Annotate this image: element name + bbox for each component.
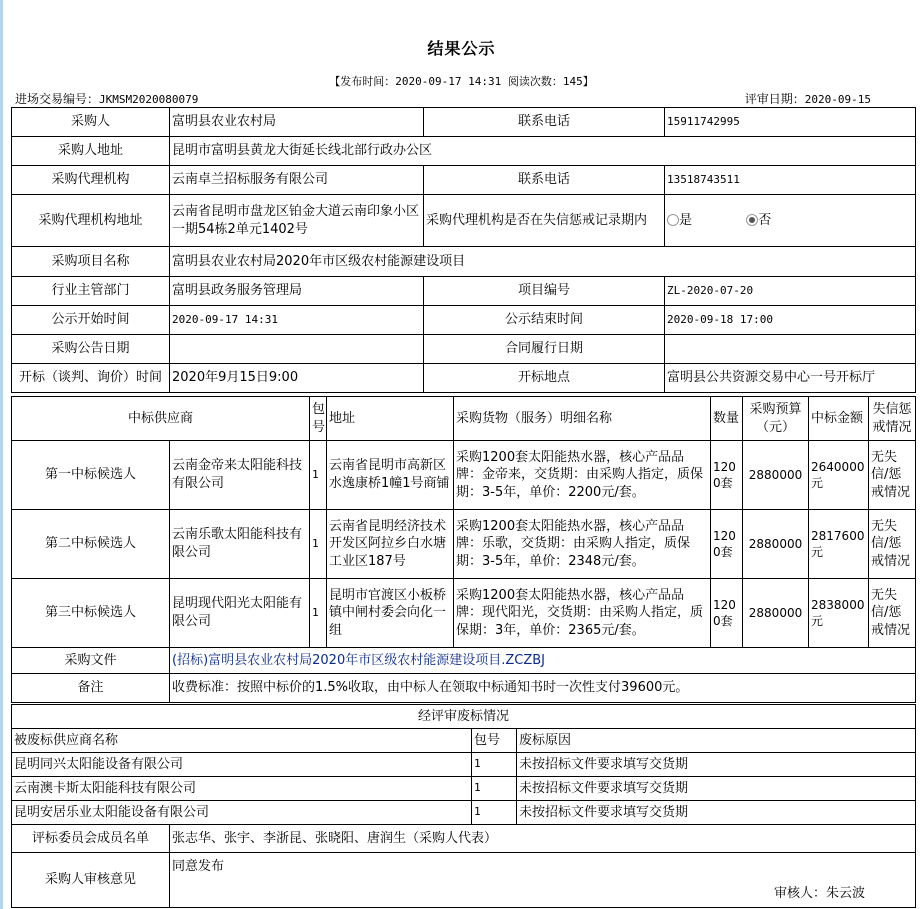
invalid-reason: 未按招标文件要求填写交货期 [517,753,916,777]
table-row [12,306,916,335]
opinion-label: 采购人审核意见 [12,853,170,908]
candidate-detail: 采购1200套太阳能热水器，核心产品品牌：金帝来，交货期：由采购人指定，质保期：3-5年，单价：2200元/套。 [454,441,711,510]
buyer-label: 采购人 [12,108,170,137]
pub-end-value: 2020-09-18 17:00 [665,306,916,335]
table-row [12,335,916,364]
table-row [12,137,916,166]
agency-address-value: 云南省昆明市盘龙区铂金大道云南印象小区一期54栋2单元1402号 [170,195,424,247]
table-row [12,441,916,510]
info-table [11,107,916,393]
open-time-value: 2020年9月15日9:00 [170,364,424,393]
pub-start-value: 2020-09-17 14:31 [170,306,424,335]
address-label: 采购人地址 [12,137,170,166]
table-row [12,247,916,277]
candidate-amount: 2838000元 [809,579,869,648]
invalid-name: 昆明安居乐业太阳能设备有限公司 [12,801,472,825]
candidate-budget: 2880000 [743,441,809,510]
table-row [12,579,916,648]
pub-start-label: 公示开始时间 [12,306,170,335]
candidate-supplier: 云南金帝来太阳能科技有限公司 [170,441,310,510]
col-detail: 采购货物（服务）明细名称 [454,397,711,441]
agency-address-label: 采购代理机构地址 [12,195,170,247]
candidate-detail: 采购1200套太阳能热水器，核心产品品牌：乐歌，交货期：由采购人指定，质保期：3-5年，单价：2348元/套。 [454,510,711,579]
project-no-label: 项目编号 [424,277,665,306]
review-date: 评审日期：2020-09-15 [744,92,871,106]
agency-phone-value: 13518743511 [665,166,916,195]
invalid-reason: 未按招标文件要求填写交货期 [517,777,916,801]
pub-end-label: 公示结束时间 [424,306,665,335]
candidate-addr: 昆明市官渡区小板桥镇中闸村委会向化一组 [327,579,454,648]
col-budget: 采购预算（元） [743,397,809,441]
buyer-value: 富明县农业农村局 [170,108,424,137]
contract-date-value [665,335,916,364]
candidate-qty: 1200套 [711,579,743,648]
table-row [12,195,916,247]
radio-yes[interactable] [667,214,679,226]
table-row [12,777,916,801]
radio-no-label: 否 [758,212,772,228]
candidate-dishonest: 无失信/惩戒情况 [869,441,916,510]
open-place-value: 富明县公共资源交易中心一号开标厅 [665,364,916,393]
project-name-value: 富明县农业农村局2020年市区级农村能源建设项目 [170,247,916,277]
col-supplier: 中标供应商 [12,397,310,441]
open-place-label: 开标地点 [424,364,665,393]
candidate-detail: 采购1200套太阳能热水器，核心产品品牌：现代阳光，交货期：由采购人指定，质保期：3年，单价：2365元/套。 [454,579,711,648]
radio-no[interactable] [746,214,758,226]
table-row [12,166,916,195]
invalid-reason: 未按招标文件要求填写交货期 [517,801,916,825]
tender-file-link[interactable]: (招标)富明县农业农村局2020年市区级农村能源建设项目.ZCZBJ [172,652,546,668]
candidate-pkg: 1 [310,510,327,579]
invalid-pkg: 1 [472,801,517,825]
contract-date-label: 合同履行日期 [424,335,665,364]
dept-label: 行业主管部门 [12,277,170,306]
candidate-dishonest: 无失信/惩戒情况 [869,579,916,648]
committee-table [11,824,916,908]
candidate-amount: 2817600元 [809,510,869,579]
trade-number: 进场交易编号：JKMSM2020080079 [15,92,199,106]
col-amount: 中标金额 [809,397,869,441]
invalid-name: 昆明同兴太阳能设备有限公司 [12,753,472,777]
col-pkg: 包号 [310,397,327,441]
candidate-addr: 云南省昆明市高新区水逸康桥1幢1号商铺 [327,441,454,510]
reviewer: 审核人：朱云波 [773,886,865,902]
candidate-qty: 1200套 [711,441,743,510]
notice-date-label: 采购公告日期 [12,335,170,364]
notice-date-value [170,335,424,364]
invalid-pkg: 1 [472,753,517,777]
remark-text: 收费标准：按照中标价的1.5%收取，由中标人在领取中标通知书时一次性支付39600元。 [170,674,916,703]
candidate-rank: 第一中标候选人 [12,441,170,510]
dishonest-radio-group [665,195,916,247]
project-no-value: ZL-2020-07-20 [665,277,916,306]
col-dishonest: 失信惩戒情况 [869,397,916,441]
table-row [12,364,916,393]
invalid-pkg: 1 [472,777,517,801]
candidate-addr: 云南省昆明经济技术开发区阿拉乡白水塘工业区187号 [327,510,454,579]
table-row [12,753,916,777]
agency-phone-label: 联系电话 [424,166,665,195]
candidate-supplier: 云南乐歌太阳能科技有限公司 [170,510,310,579]
candidate-supplier: 昆明现代阳光太阳能有限公司 [170,579,310,648]
candidate-budget: 2880000 [743,510,809,579]
page-title: 结果公示 [427,39,496,58]
address-value: 昆明市富明县黄龙大街延长线北部行政办公区 [170,137,916,166]
invalid-name: 云南澳卡斯太阳能科技有限公司 [12,777,472,801]
table-row [12,853,916,908]
table-row [12,510,916,579]
agency-value: 云南卓兰招标服务有限公司 [170,166,424,195]
dishonest-label: 采购代理机构是否在失信惩戒记录期内 [424,195,665,247]
phone-label: 联系电话 [424,108,665,137]
table-row [12,729,916,753]
committee-label: 评标委员会成员名单 [12,825,170,853]
candidate-rank: 第三中标候选人 [12,579,170,648]
table-row [12,801,916,825]
candidates-table [11,396,916,703]
col-invalid-reason: 废标原因 [517,729,916,753]
candidate-amount: 2640000元 [809,441,869,510]
table-row [12,397,916,441]
candidate-rank: 第二中标候选人 [12,510,170,579]
candidate-pkg: 1 [310,441,327,510]
col-addr: 地址 [327,397,454,441]
col-invalid-pkg: 包号 [472,729,517,753]
candidate-budget: 2880000 [743,579,809,648]
candidate-dishonest: 无失信/惩戒情况 [869,510,916,579]
candidate-pkg: 1 [310,579,327,648]
invalid-title: 经评审废标情况 [12,705,916,729]
radio-yes-label: 是 [679,212,693,228]
files-label: 采购文件 [12,648,170,674]
committee-names: 张志华、张宇、李浙昆、张晓阳、唐润生（采购人代表） [170,825,916,853]
table-row [12,825,916,853]
table-row [12,705,916,729]
opinion-text: 同意发布 [172,859,225,874]
remark-label: 备注 [12,674,170,703]
agency-label: 采购代理机构 [12,166,170,195]
open-time-label: 开标（谈判、询价）时间 [12,364,170,393]
invalid-bids-table [11,704,916,825]
candidate-qty: 1200套 [711,510,743,579]
table-row [12,108,916,137]
table-row [12,648,916,674]
project-name-label: 采购项目名称 [12,247,170,277]
col-invalid-name: 被废标供应商名称 [12,729,472,753]
publish-meta: 【发布时间：2020-09-17 14:31 阅读次数：145】 [329,75,594,88]
table-row [12,674,916,703]
phone-value: 15911742995 [665,108,916,137]
dept-value: 富明县政务服务管理局 [170,277,424,306]
table-row [12,277,916,306]
col-qty: 数量 [711,397,743,441]
left-window-edge [0,0,3,909]
